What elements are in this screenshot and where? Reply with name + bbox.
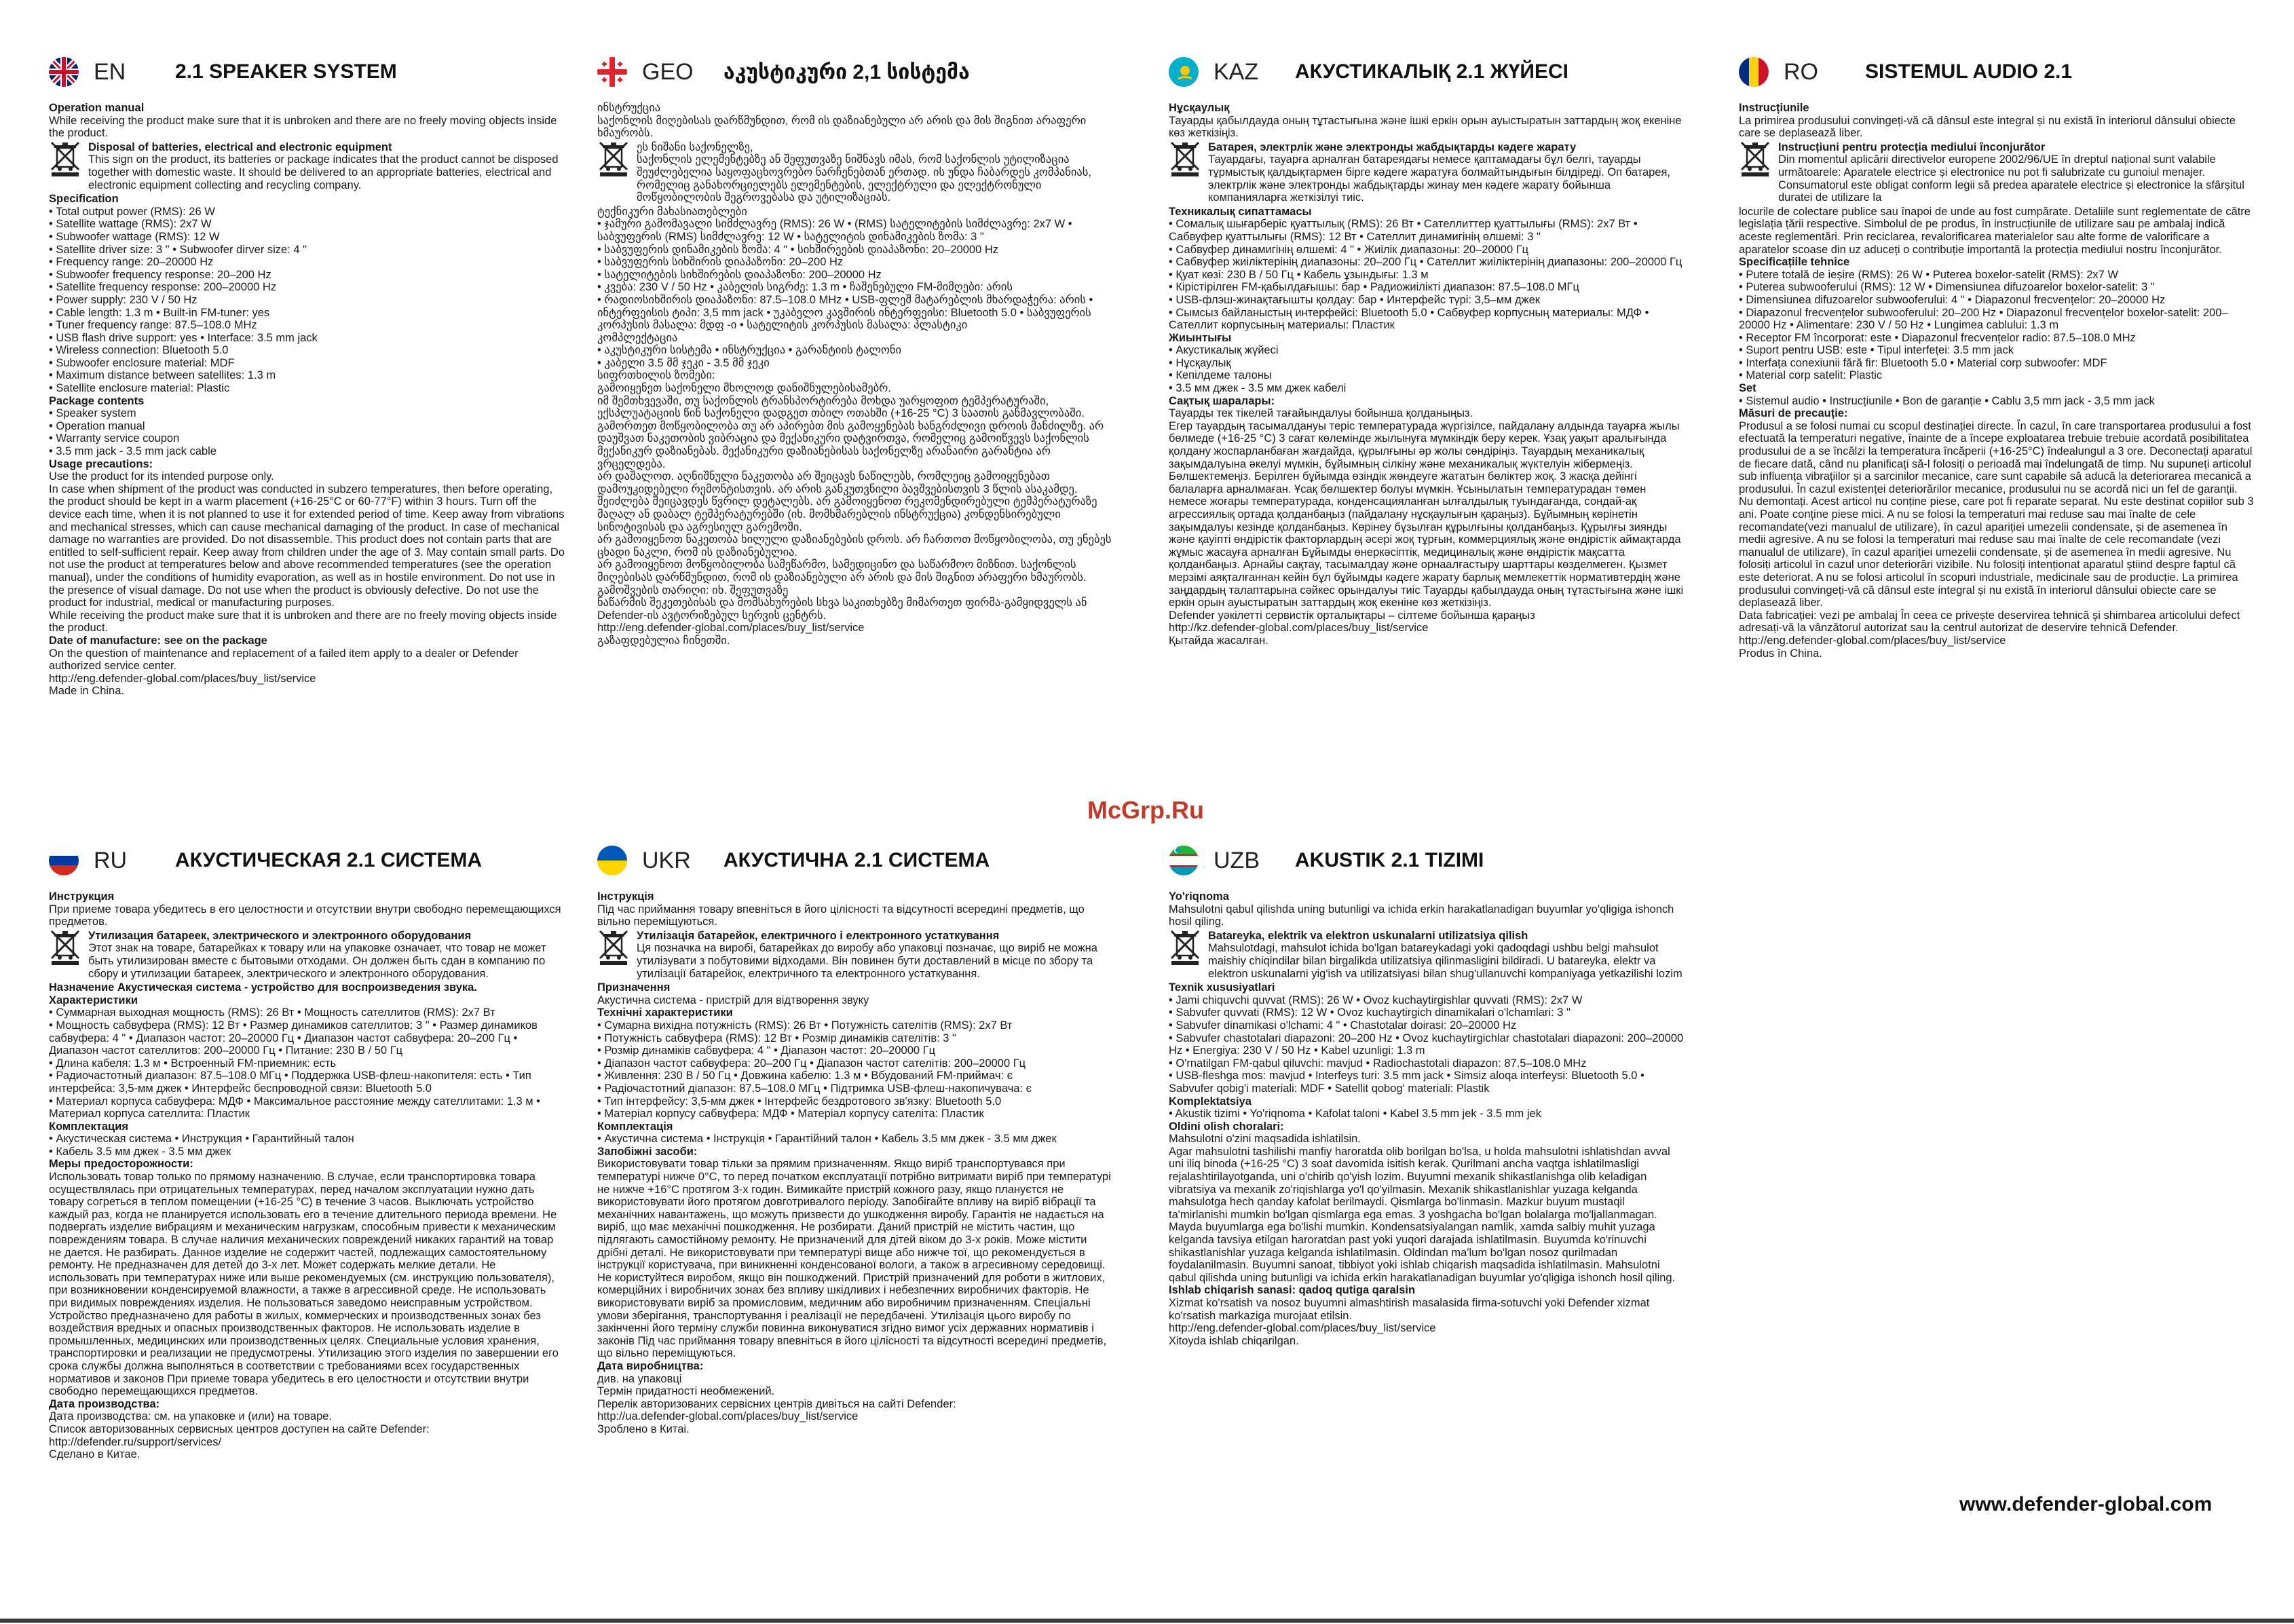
text-line: იმ შემთხვევაში, თუ საქონლის ტრანსპორტირება მოხდა უარყოფით ტემპერატურაში, ექსპლუატაციის წინ საქონელი დადგეთ თბილ ოთახში (+16-25 °C) 3 საათის განმავლობაში. [597,394,1085,420]
text-line: • Живлення: 230 В / 50 Гц • Довжина кабелю: 1.3 м • Вбудований FM-приймач: є [597,1070,1013,1082]
text-line: Зроблено в Китаі. [597,1422,690,1435]
text-line: • Operation manual [49,419,145,432]
text-line: გაზაფდებულია ჩინეთში. [597,634,730,647]
section-header [1169,53,1685,91]
text-line: სიფრთხილის ზომები: [597,369,715,382]
crossed-bin-icon [1169,141,1203,176]
section-kaz [1169,53,1685,647]
section-heading: Ishlab chiqarish sanasi: qadoq qutiga qaralsin [1169,1284,1416,1297]
text-line: • Wireless connection: Bluetooth 5.0 [49,344,229,357]
language-code: EN [94,58,126,85]
text-line: Акустична система - пристрій для відтворення звуку [597,994,869,1006]
text-line: Made in China. [49,685,124,698]
text-line: • Сабвуфер динамигінің өлшемі: 4 " • Жиілік диапазоны: 20–20000 Гц [1169,243,1529,256]
text-line: Тауарды тек тікелей тағайындалуы бойынша қолданыңыз. [1169,407,1473,420]
text-line: • Power supply: 230 V / 50 Hz [49,293,198,306]
text-line: არ დაშალოთ. აღნიშნული ნაკეთობა არ შეიცავს ნაწილებს, რომლეიც გამოიყენებათ დამოუკიდებელი რემონტისთვის. არ არის განკუთვნილი ბავშვებისთვის 3 წლის ასაკამდე. შეიძლება შეიცავდეს წვრილ დეტალებს. არ გამოიყენოთ რეკომენდირებული ტემპერატურაზე მაღალ ან დაბალ ტემპერატურებში (იხ. მომხმარებლის ინსტრუქცია) კონდენსირებული სინოტივისას და აგრესიულ გარემოში. [597,470,1097,533]
text-line: ნაწარმის შეკეთებისას და მომსახურების სხვა საკითხებზე მიმართეთ ფირმა-გამყიდველს ან Defender-ის ავტორიზებულ სერვის ცენტრს. [597,597,1087,622]
text-line: • Суммарная выходная мощность (RMS): 26 Вт • Мощность сателлитов (RMS): 2x7 Вт [49,1006,495,1019]
text-line: საქონლის მიღებისას დარწმუნდით, რომ ის დაზიანებული არ არის და მის შიგნით არაფერი ხმაურობს. [597,114,1087,140]
section-heading: Specification [49,193,119,206]
section-heading: Date of manufacture: see on the package [49,634,267,647]
section-heading: Operation manual [49,102,145,114]
text-line: • Кепілдеме талоны [1169,369,1272,382]
romania-flag-icon [1739,57,1769,87]
bottom-rule [0,1619,2294,1623]
text-line: • Сумарна вихідна потужність (RMS): 26 Вт • Потужність сателітів (RMS): 2x7 Вт [597,1019,1013,1032]
disposal-text [1778,141,2255,204]
text-line: Список авторизованных сервисных центров доступен на сайте Defender: [49,1422,430,1435]
text-line: • Satellite frequency response: 200–20000 Hz [49,281,277,294]
section-heading: Сақтық шаралары: [1169,394,1275,407]
text-line: • Puterea subwooferului (RMS): 12 W • Dimensiunea difuzoarelor boxelor-satelit: 3 " [1739,281,2155,294]
section-header [1739,53,2255,91]
section-ukr [597,842,1113,1436]
text-line: Під час приймання товару впевніться в його цілісності та відсутності всередині предметів, що вільно переміщуються. [597,903,1085,928]
section-title: 2.1 SPEAKER SYSTEM [175,60,397,83]
text-line: • Акустическая система • Инструкция • Гарантийный талон [49,1133,354,1146]
crossed-bin-icon [597,930,631,965]
section-title: AKUSTIK 2.1 TIZIMI [1295,849,1484,871]
section-heading: Комплектація [597,1120,673,1133]
text-line: • Material corp satelit: Plastic [1739,369,1883,382]
text-line: • Sabvufer chastotalari diapazoni: 20–200 Hz • Ovoz kuchaytirgichlar chastotalari diapazoni: 200–20000 Hz • Energiya: 230 V / 50 Hz • Kabel uzunligi: 1.3 m [1169,1032,1684,1057]
section-heading: Yo'riqnoma [1169,890,1229,903]
section-heading: Texnik xususiyatlari [1169,981,1275,994]
disposal-notice [49,930,565,980]
text-line: საქონლის ელემენტებზე ან შეფუთვაზე ნიშნავს იმას, რომ საქონლის უტილიზაცია შეუძლებელია საყოფაცხოვრებო ნარჩენებთან ერთად. ის უნდა ჩაბარდეს კომპანიას, რომელიც განახორციელებს ელემენტების, ელექტრული და ელექტრონული მოწყობილობის შეგროვებასა და უტილიზაციას. [637,153,1091,204]
text-line: In case when shipment of the product was conducted in subzero temperatures, then before operating, the product should be kept in a warm placement (+16-25°C or 60-77°F) within 3 hours. Turn off the device each time, when it is not planned to use it for extended period of time. Keep away from vibrations and mechanical stresses, which can cause mechanical damaging of the product. In case of mechanical damage no warranties are provided. Do not disassemble. This product does not contain parts that are entitled to self-sufficient repair. Keep away from children under the age of 3. May contain small parts. Do not use the product at temperatures below and above recommended temperatures (see the operation manual), under the conditions of humidity evaporation, as well as in hostile environment. Do not use in the presence of visual damage. Do not use when the product is obviously defective. Do not use the product for industrial, medical or manufacturing purposes. [49,483,565,609]
footer-website: www.defender-global.com [1959,1493,2213,1515]
text-line: Ця позначка на виробі, батарейках до виробу або упаковці позначає, що виріб не можна утилізувати з побутовими відходами. Він повинен бути доставлений в місце по збору та утилізації батарейок, електричного та електронного устаткування. [637,942,1097,980]
section-heading: Інструкція [597,890,654,903]
language-code: KAZ [1214,58,1259,85]
text-line: While receiving the product make sure that it is unbroken and there are no freely moving objects inside the product. [49,114,557,140]
section-heading: Батарея, электрлік және электронды жабдықтарды кәдеге жарату [1208,140,1577,153]
text-line: • Радиочастотный диапазон: 87.5–108.0 МГц • Поддержка USB-флеш-накопителя: есть • Тип интерфейса: 3,5-мм джек • Интерфейс беспроводной связи: Bluetooth 5.0 [49,1070,531,1095]
section-title: აკუსტიკური 2,1 სისტემა [723,60,970,83]
text-line: • Розмір динаміків сабвуфера: 4 " • Діапазон частот: 20–20000 Гц [597,1044,936,1057]
text-line: • Suport pentru USB: este • Tipul interfeței: 3.5 mm jack [1739,344,2014,357]
text-line: Xizmat ko'rsatish va nosoz buyumni almashtirish masalasida firma-sotuvchi yoki Defender xizmat ko'rsatish markaziga murojaat etilsin. [1169,1297,1650,1322]
text-line: • Акустикалық жүйесі [1169,344,1279,357]
text-line: http://ua.defender-global.com/places/buy_list/service [597,1410,859,1423]
text-line: On the question of maintenance and replacement of a failed item apply to a dealer or Defender authorized service center. [49,647,519,673]
crossed-bin-icon [49,141,83,176]
crossed-bin-icon [49,930,83,965]
text-line: არ გამოიყენოთ მოწყობილობა სამეწარმო, სამედიცინო და საწარმოო მიზნით. საქონლის მიღებისას დარწმუნდით, რომ ის დაზიანებული არ არის და მის შიგნით არაფერი ხმაურობს. [597,559,1087,584]
section-ru [49,842,565,1461]
text-line: • რადიოსიხშირის დიაპაზონი: 87.5–108.0 MHz • USB-ფლეშ მატარებლის მხარდაჭერა: არის • ინტერფეისის ტიპი: 3,5 mm jack • უკაბელო კავშირის ინტერფეისი: Bluetooth 5.0 • საბვუფერის კორპუსის მასალა: მდფ -ი • სატელიტის კორპუსის მასალა: პლასტიკი [597,293,1093,332]
text-line: Перелік авторизованих сервісних центрів дивіться на сайті Defender: [597,1397,956,1410]
text-line: Тауарды қабылдауда оның тұтастығына және ішкі еркін орын ауыстыратын заттардың жоқ екеніне көз жеткізіңіз. [1169,114,1682,140]
section-body [597,890,1113,1436]
section-heading: Комплектация [49,1120,128,1133]
text-line: • Warranty service coupon [49,432,180,445]
language-code: UZB [1214,847,1260,873]
text-line: • Материал корпуса сабвуфера: МДФ • Максимальное расстояние между сателлитами: 1.3 м • Материал корпуса сателлита: Пластик [49,1095,540,1120]
text-line: Produsul a se folosi numai cu scopul destinației directe. În cazul, în care transportarea produsului a fost efectuată la temperaturi negative, înainte de a începe exploatarea trebuie trebuie acordată posibilitatea produsului de a se încălzi la temperatura încăperii (+16-25°C) îndealungul a 3 ore. Deconectați aparatul de fiecare dată, când nu planificați să-l folosiți o perioadă mai îndelungată de timp. Nu supuneți articolul sub influența vibrațiilor și a sarcinilor mecanice, care sunt capabile să aducă la deteriorarea mecanică a produsului. În cazul existenței deteriorărilor mecanice, produsului nu se acordă nici un fel de garanții. Nu demontați. Acest articol nu conține piese, care pot fi reparate separat. Nu este destinat copiilor sub 3 ani. Poate conține piese mici. A nu se folosi la temperaturi mai reduse sau mai înalte de cele recomandate(vezi manualul de utilizare), în cazul apariției umezelii condensate, și de asemenea în medii agresive. A nu se folosi la temperaturi mai reduse sau mai înalte de cele recomandate (vezi manualul de utilizare), în cazul apariției umezelii condensate, și de asemenea în medii agresive. Nu folosiți articolul în cazul unor deteriorări vizibile. Nu folosiți intenționat aparatul știind despre faptul că este deteriorat. A nu se folosi articolul în scopuri industriale, medicinale sau de producție. La primirea produsului convingeți-vă că dânsul este integral și nu există în interiorul dânsului obiecte care se deplasează liber. [1739,419,2254,609]
text-line: This sign on the product, its batteries or package indicates that the product cannot be disposed together with domestic waste. It should be delivered to an appropriate batteries, electrical and electronic equipment collecting and recycling company. [88,153,559,191]
disposal-text [1208,930,1685,980]
text-line: • Dimensiunea difuzoarelor subwooferului: 4 " • Diapazonul frecvențelor: 20–20000 Hz [1739,293,2166,306]
text-line: Этот знак на товаре, батарейках к товару или на упаковке означает, что товар не может быть утилизирован вместе с бытовыми отходами. Он должен быть сдан в компанию по сбору и утилизации батареек, электрического и электронного оборудования. [88,942,546,980]
disposal-text [1208,141,1685,204]
russia-flag-icon [49,846,79,875]
text-line: • Akustik tizimi • Yo'riqnoma • Kafolat taloni • Kabel 3.5 mm jek - 3.5 mm jek [1169,1108,1541,1120]
section-heading: Usage precautions: [49,457,153,470]
section-body [49,890,565,1461]
text-line: • Jami chiquvchi quvvat (RMS): 26 W • Ovoz kuchaytirgishlar quvvati (RMS): 2x7 W [1169,994,1583,1006]
text-line: http://eng.defender-global.com/places/buy_list/service [1169,1322,1436,1335]
text-line: Produs în China. [1739,647,1822,660]
section-heading: Specificațiile tehnice [1739,256,1850,269]
text-line: • Мощность сабвуфера (RMS): 12 Вт • Размер динамиков сателлитов: 3 " • Размер динамиков сабвуфера: 4 " • Диапазон частот: 20–20000 Гц • Диапазон частот сабвуфера: 20–200 Гц • Диапазон частот сателлитов: 200–20000 Гц • Питание: 230 В / 50 Гц [49,1019,538,1057]
language-code: GEO [642,58,694,85]
text-line: Термін придатності необмежений. [597,1385,775,1398]
text-line: • Діапазон частот сабвуфера: 20–200 Гц • Діапазон частот сателітів: 200–20000 Гц [597,1057,1026,1070]
text-line: • აკუსტიკური სისტემა • ინსტრუქცია • გარანტიის ტალონი [597,344,902,357]
section-heading: Утилізація батарейок, електричного і електронного устаткування [637,929,1000,942]
disposal-text [637,930,1113,980]
text-line: • Кірістірілген FM-қабылдағышы: бар • Радиожиілікті диапазон: 87.5–108.0 МГц [1169,281,1579,294]
section-title: АКУСТИЧНА 2.1 СИСТЕМА [723,849,990,871]
disposal-notice [597,141,1113,204]
section-ro [1739,53,2255,660]
section-heading: Дата производства: [49,1397,160,1410]
text-line: • USB flash drive support: yes • Interface: 3.5 mm jack [49,331,318,344]
text-line: • USB-флэш-жинақтағышты қолдау: бар • Интерфейс түрі: 3,5–мм джек [1169,293,1541,306]
section-title: SISTEMUL AUDIO 2.1 [1865,60,2073,83]
text-line: ინსტრუქცია [597,102,661,114]
section-heading: Instrucțiuni pentru protecția mediului înconjurător [1778,140,2046,153]
text-line: • O'rnatilgan FM-qabul qiluvchi: mavjud • Radiochastotali diapazon: 87.5–108.0 MHz [1169,1057,1587,1070]
text-line: • Радіочастотний діапазон: 87.5–108.0 МГц • Підтримка USB-флеш-накопичувача: є [597,1082,1032,1095]
section-heading: Назначение Акустическая система - устройство для воспроизведения звука. [49,981,477,994]
watermark: McGrp.Ru [1087,796,1205,824]
text-line: див. на упаковці [597,1372,682,1385]
text-line: • სატელიტების სიხშირების დიაპაზონი: 200–20000 Hz [597,268,882,281]
language-code: RU [94,847,128,873]
text-line: • Subwoofer enclosure material: MDF [49,356,235,369]
text-line: • Satellite enclosure material: Plastic [49,382,230,395]
uzbekistan-flag-icon [1169,846,1199,875]
text-line: Use the product for its intended purpose only. [49,470,274,483]
text-line: Использовать товар только по прямому назначению. В случае, если транспортировка товара осуществлялась при отрицательных температурах, перед началом эксплуатации нужно дать товару согреться в теплом помещении (+16-25 °C) в течение 3 часов. Выключать устройство каждый раз, когда не планируется использовать его в течение длительного периода времени. Не подвергать изделие вибрациям и механическим нагрузкам, способным привести к механическим повреждениям товара. В случае наличия механических повреждений никаких гарантий на товар не дается. Не разбирать. Данное изделие не содержит частей, подлежащих самостоятельному ремонту. Не предназначен для детей до 3-х лет. Может содержать мелкие детали. Не использовать при температурах ниже или выше рекомендуемых (см. инструкцию пользователя), при возникновении конденсируемой влажности, а также в агрессивной среде. Не использовать при видимых повреждениях изделия. Не пользоваться заведомо неисправным устройством. Устройство предназначено для работы в жилых, коммерческих и производственных зонах без воздействия вредных и опасных производственных факторов. Не использовать изделие в промышленных, медицинских или производственных целях. Специальные условия хранения, транспортировки и реализации не предусмотрены. Утилизацию этого изделия по завершении его срока службы должна выполняться в соответствии с требованиями всех государственных нормативов и законов При приеме товара убедитесь в его целостности и отсутствии внутри свободно перемещающихся предметов. [49,1171,559,1398]
text-line: • საბვუფერის დინამიკების ზომა: 4 " • სიხშირეების დიაპაზონი: 20–20000 Hz [597,243,999,256]
section-header [597,842,1113,880]
disposal-text [88,930,565,980]
text-line: • Сомалық шығарберіс қуаттылық (RMS): 26 Вт • Сателлиттер қуаттылығы (RMS): 2x7 Вт • Сабвуфер қуаттылығы (RMS): 12 Вт • Сателлит динамигінің өлшемі: 3 " [1169,218,1638,243]
disposal-text [637,141,1113,204]
text-line: While receiving the product make sure that it is unbroken and there are no freely moving objects inside the product. [49,609,557,635]
disposal-text [88,141,565,191]
text-line: • Frequency range: 20–20000 Hz [49,256,214,269]
text-line: გამოიყენეთ საქონელი მხოლოდ დანიშნულებისამებრ. [597,382,891,395]
text-line: La primirea produsului convingeți-vă că dânsul este integral și nu există în interiorul dânsului obiecte care se deplasează liber. [1739,114,2236,140]
section-body [597,102,1113,647]
section-body [1169,102,1685,647]
section-body [1169,890,1685,1347]
text-line: • Длина кабеля: 1.3 м • Встроенный FM-приемник: есть [49,1057,337,1070]
crossed-bin-icon [1739,141,1773,176]
section-heading: Запобіжні засоби: [597,1145,698,1158]
text-line: • Tuner frequency range: 87.5–108.0 MHz [49,319,257,332]
section-header [49,53,565,91]
section-heading: Komplektatsiya [1169,1095,1252,1108]
section-heading: Призначення [597,981,671,994]
text-line: გამოშვების თარიღი: იხ. შეფუთვაზე [597,584,789,597]
disposal-notice [1169,930,1685,980]
crossed-bin-icon [597,141,631,176]
text-line: • Subwoofer wattage (RMS): 12 W [49,230,220,243]
section-heading: Утилизация батареек, электрического и электронного оборудования [88,929,472,942]
text-line: • Кабель 3.5 мм джек - 3.5 мм джек [49,1145,231,1158]
section-heading: Oldini olish choralari: [1169,1120,1284,1133]
language-code: UKR [642,847,691,873]
text-line: • ჯამური გამომავალი სიმძლავრე (RMS): 26 W • (RMS) სატელიტების სიმძლავრე: 2x7 W • საბვუფერის (RMS) სიმძლავრე: 12 W • სატელიტის დინამიკების ზომა: 3 " [597,218,1072,243]
section-heading: Характеристики [49,994,138,1006]
section-uzb [1169,842,1685,1347]
disposal-notice [1739,141,2255,204]
text-line: • Акустична система • Інструкція • Гарантійний талон • Кабель 3.5 мм джек - 3.5 мм джек [597,1133,1057,1146]
text-line: • Total output power (RMS): 26 W [49,205,215,218]
section-heading: Măsuri de precauție: [1739,407,1848,420]
text-line: • Diapazonul frecvențelor subwooferului: 20–200 Hz • Diapazonul frecvențelor boxelor-satelit: 200–20000 Hz • Alimentare: 230 V / 50 Hz • Lungimea cablului: 1.3 m [1739,306,2228,332]
text-line: Mahsulotni qabul qilishda uning butunligi va ichida erkin harakatlanadigan buyumlar yo'qligiga ishonch hosil qiling. [1169,903,1674,928]
text-line: ტექნიკური მახასიათებლები [597,205,747,218]
text-line: • Receptor FM încorporat: este • Diapazonul frecvențelor radio: 87.5–108.0 MHz [1739,331,2136,344]
section-heading: Меры предосторожности: [49,1158,193,1171]
section-title: АКУСТИЧЕСКАЯ 2.1 СИСТЕМА [175,849,482,871]
text-line: Дата производства: см. на упаковке и (или) на товаре. [49,1410,333,1423]
section-heading: Дата виробництва: [597,1359,704,1372]
text-line: locurile de colectare publice sau înapoi de unde au fost cumpărate. Detaliile sunt reglementate de către legislația țării respective. Simbolul de pe produs, în instrucțiunile de utilizare sau pe ambalaj indică aceste reglementări. Prin reciclarea, revalorificarea materialelor sau alte forme de valorificare a aparatelor scoase din uz aduceți o contribuție importantă la protecția mediului nostru înconjurător. [1739,205,2251,256]
section-body [1739,102,2255,660]
text-line: • კვება: 230 V / 50 Hz • კაბელის სიგრძე: 1.3 m • ჩაშენებული FM-მიმღები: არის [597,281,1013,294]
text-line: http://kz.defender-global.com/places/buy_list/service [1169,622,1429,635]
section-heading: Batareyka, elektrik va elektron uskunalarni utilizatsiya qilish [1208,929,1528,942]
text-line: • Satellite wattage (RMS): 2x7 W [49,218,212,231]
text-line: • Interfața conexiunii fără fir: Bluetooth 5.0 • Material corp subwoofer: MDF [1739,356,2107,369]
text-line: Егер тауардың тасымалдануы теріс температурада жүргізілсе, пайдалану алдында тауарға жылы бөлмеде (+16-25 °C) 3 сағат көлемінде жылынуға мүмкіндік беру керек. Ұзақ уақыт аралығында қолдану жоспарланбаған жағдайда, құрылғыны әр жолы сөндіріңіз. Тауардың механикалық зақымдалуына әкелуі мүмкін, бұйымның сілкіну және механикалық жүктелуін жібермеңіз. Бөлшектемеңіз. Берілген бұйымда өзіндік жөндеуге жататын бөліктер жоқ. 3 жасқа дейінгі балаларға арналмаған. Ұсақ бөлшектер болуы мүмкін. Ұсынылатын температурадан төмен немесе жоғары температурада, конденсацияланған ылғалдылық туындағанда, сондай-ақ агрессиялық ортада қолданбаңыз (пайдалану нұсқаулығын қараңыз). Бұйымның көрінетін зақымдалуы кезінде қолданбаңыз. Көрінеу бұзылған құрылғыны қолданбаңыз. Құрылғы зиянды және қауіпті өндірістік факторлардың әсері жоқ тұрғын, коммерциялық және өндірістік аймақтарда жұмыс жасауға арналған Бұйымды өнеркәсіптік, медициналық және өндірістік мақсатта қолданбаңыз. Арнайы сақтау, тасымалдау және орнаалғастыру шарттары көзделмеген. Қызмет мерзімі аяқталғаннан кейін бұл бұйымды кәдеге жарату барлық мемлекеттік нормативтердің және заңдардың талаптарына сәйкес орындалуы тиіс Тауарды қабылдауда оның тұтастығына және ішкі еркін орын ауыстыратын заттардың жоқ екеніне көз жеткізіңіз. [1169,419,1684,609]
section-geo [597,53,1113,647]
section-heading: Package contents [49,394,145,407]
text-line: Xitoyda ishlab chiqarilgan. [1169,1334,1299,1347]
text-line: Mahsulotni o'zini maqsadida ishlatilsin. [1169,1133,1361,1146]
text-line: არ გამოიყენოთ ნაკეთობა ხილული დაზიანებების დროს. არ ჩართოთ მოწყობილობა, თუ ენებეს ცხადი ნაკლი, რომ ის დაზიანებულია. [597,533,1112,559]
text-line: http://eng.defender-global.com/places/buy_list/service [49,672,316,685]
text-line: Сделано в Китае. [49,1448,140,1461]
ukraine-flag-icon [597,846,627,875]
crossed-bin-icon [1169,930,1203,965]
text-line: • Матеріал корпусу сабвуфера: МДФ • Матеріал корпусу сателіта: Пластик [597,1108,984,1120]
section-heading: Disposal of batteries, electrical and electronic equipment [88,140,392,153]
disposal-notice [49,141,565,191]
text-line: • Потужність сабвуфера (RMS): 12 Вт • Розмір динаміків сателітів: 3 " [597,1032,956,1044]
text-line: • Cable length: 1.3 m • Built-in FM-tuner: yes [49,306,270,319]
text-line: Agar mahsulotni tashilishi manfiy haroratda olib borilgan bo'lsa, u holda mahsulotni ishlatishdan avval uni iliq binoda (+16-25 °C) 3 soat davomida isitish kerak. Qurilmani ancha vaqtga ishlatilmasligi rejalashtirilayotganda, uni o'chirib qo'yish lozim. Buyumni mexanik shikastlanishga olib keladigan vibratsiya va mexanik zo'riqishlarga yo'l qo'yilmasin. Mexanik shikastlanishlar yuzaga kelganda mahsulotga hech qanday kafolat berilmaydi. Qismlarga bo'linmasin. Mazkur buyum mustaqil ta'mirlanishi mumkin bo'lgan qismlarga ega emas. 3 yoshgacha bo'lgan bolalarga mo'ljallanmagan. Mayda buyumlarga ega bo'lishi mumkin. Kondensatsiyalangan namlik, xamda salbiy muhit yuzaga kelganda tavsiya etilgan haroratdan past yoki yuqori darajada ishlatilmasin. Buyumda ko'rinuvchi shikastlanishlar yuzaga kelganda ishlatilmasin. Oldindan ma'lum bo'lgan nosoz qurilmadan foydalanilmasin. Buyumni sanoat, tibbiyot yoki ishlab chiqarish maqsadida ishlatilmasin. Mahsulotni qabul qilishda uning butunligi va ichida erkin harakatlanadigan buyumlar yo'qligiga ishonch hosil qiling. [1169,1145,1676,1284]
text-line: ეს ნიშანი საქონელზე, [637,140,753,153]
section-heading: Set [1739,382,1756,395]
language-code: RO [1784,58,1818,85]
text-line: • Subwoofer frequency response: 20–200 Hz [49,268,271,281]
text-line: • Putere totală de ieșire (RMS): 26 W • Puterea boxelor-satelit (RMS): 2x7 W [1739,268,2118,281]
text-line: კომპლექტაცია [597,331,678,344]
uk-flag-icon [49,57,79,87]
section-heading: Instrucțiunile [1739,102,1809,114]
text-line: • Sistemul audio • Instrucțiunile • Bon de garanție • Cablu 3,5 mm jack - 3,5 mm jack [1739,394,2155,407]
text-line: Data fabricației: vezi pe ambalaj În ceea ce privește deservirea tehnică și shimbarea articolului defect adresați-vă la vânzătorul autorizat sau la centrul autorizat de deservire tehnică Defender. [1739,609,2240,635]
text-line: http://defender.ru/support/services/ [49,1435,222,1448]
section-header [1169,842,1685,880]
section-title: АКУСТИКАЛЫҚ 2.1 ЖҮЙЕСІ [1295,60,1569,83]
text-line: • კაბელი 3.5 მმ ჯეკი - 3.5 მმ ჯეკი [597,356,770,369]
disposal-notice [597,930,1113,980]
text-line: • Satellite driver size: 3 " • Subwoofer dirver size: 4 " [49,243,307,256]
text-line: Қытайда жасалған. [1169,634,1268,647]
text-line: • Maximum distance between satellites: 1.3 m [49,369,276,382]
text-line: • Нұсқаулық [1169,356,1231,369]
section-body [49,102,565,698]
section-heading: Технічні характеристики [597,1006,733,1019]
text-line: • 3.5 мм джек - 3.5 мм джек кабелі [1169,382,1347,395]
section-heading: Жиынтығы [1169,331,1232,344]
text-line: Mahsulotdagi, mahsulot ichida bo'lgan batareykadagi yoki qadoqdagi ushbu belgi mahsulot maishiy chiqindilar bilan birgalikda utilizatsiya qilinmasligini bildiradi. U batareyka, elektr va elektron uskunalarni yig'ish va utilizatsiyasi bilan shug'ullanuvchi kompaniyaga yetkazilishi lozim [1208,942,1682,980]
text-line: При приеме товара убедитесь в его целостности и отсутствии внутри свободно перемещающихся предметов. [49,903,561,928]
text-line: • Сабвуфер жиіліктерінің диапазоны: 20–200 Гц • Сателлит жиіліктерінің диапазоны: 200–20000 Гц • Қуат көзі: 230 В / 50 Гц • Кабель ұзындығы: 1.3 м [1169,256,1682,281]
text-line: http://eng.defender-global.com/places/buy_list/service [597,622,865,635]
disposal-notice [1169,141,1685,204]
text-line: • Сымсыз байланыстың интерфейсі: Bluetooth 5.0 • Сабвуфер корпусның материалы: МДФ • Сателлит корпусының материалы: Пластик [1169,306,1649,332]
text-line: Defender уәкілетті сервистік орталықтары – сілтеме бойынша қараңыз [1169,609,1535,622]
section-header [49,842,565,880]
text-line: Тауардағы, тауарға арналған батареядағы немесе қаптамадағы бұл белгі, тауарды тұрмыстық қалдықтармен бірге кәдеге жаратуға болмайтындығын білдіреді. Оп батарея, электрлік және электронды жабдықтарды жинау мен кәдеге жарату бойынша компанияларға жеткізілуі тиіс. [1208,153,1670,204]
text-line: Din momentul aplicării directivelor europene 2002/96/UE în dreptul național sunt valabile următoarele: Aparatele electrice și electronice nu pot fi salubrizate cu gunoiul menajer. Consumatorul este obligat conform legii să predea aparatele electrice și electronice la sfârșitul duratei de utilizare la [1778,153,2244,204]
section-heading: Техникалық сипаттамасы [1169,205,1312,218]
text-line: http://eng.defender-global.com/places/buy_list/service [1739,634,2006,647]
text-line: • USB-fleshga mos: mavjud • Interfeys turi: 3.5 mm jack • Simsiz aloqa interfeysi: Bluetooth 5.0 • Sabvufer qobig'i materiali: MDF • Satellit qobog' materiali: Plastik [1169,1070,1644,1095]
text-line: გამორთეთ მოწყობილობა თუ არ აპირებთ მის გამოყენებას ხანგრძლივი დროის მანძილზე. არ დაუშვათ ნაკეთობის ვიბრაცია და მექანიკური დატვირთვა, რომელიც გამოიწვევს საქონლის მექანიკურ დაზიანებას. მექანიკური დაზიანებისას საქონელზე არანაირი გარანტია არ ვრცელდება. [597,419,1104,470]
text-line: Використовувати товар тільки за прямим призначенням. Якщо виріб транспортувався при температурі нижче 0°С, то перед початком експлуатації потрібно витримати виріб при температурі не нижче +16°С протягом 3-х годин. Вимикайте пристрій кожного разу, якщо плануєтся не використовувати його протягом довготривалого періоду. Запобігайте впливу на виріб вібрації та механічних навантажень, що можуть призвести до ушкодження виробу. Гарантія не надається на виріб, що має механічні пошкодження. Не розбирати. Даний пристрій не містить частин, що підлягають самостійному ремонту. Не призначений для дітей віком до 3-х років. Може містити дрібні деталі. Не використовувати при температурі вище або нижче тої, що рекомендується в інструкції користувача, при виникненні конденсованої вологи, а також в агресивному середовищі. Не користуйтеся виробом, якщо він пошкоджений. Пристрій призначений для роботи в житлових, комерційних і виробничих зонах без впливу шкідливих і небезпечних виробничих факторів. Не використовувати виріб за промисловим, медичним або виробничим призначенням. Спеціальні умови зберігання, транспортування і реалізації не передбачені. Утилізація цього виробу по закінченні його терміну служби повинна виконуватися згідно вимог усіх державних нормативів і законів Під час приймання товару впевніться в його цілісності та відсутності всередині предметів, що вільно переміщуються. [597,1158,1111,1360]
text-line: • 3.5 mm jack - 3.5 mm jack cable [49,445,217,458]
section-heading: Нұсқаулық [1169,102,1230,114]
text-line: • საბვუფერის სიხშირის დიაპაზონი: 20–200 Hz [597,256,844,269]
text-line: • Sabvufer dinamikasi o'lchami: 4 " • Chastotalar doirasi: 20–20000 Hz [1169,1019,1517,1032]
text-line: • Тип інтерфейсу: 3,5-мм джек • Інтерфейс бездротового зв'язку: Bluetooth 5.0 [597,1095,1002,1108]
section-header [597,53,1113,91]
section-en [49,53,565,698]
section-heading: Инструкция [49,890,115,903]
georgia-flag-icon [597,57,627,87]
text-line: • Sabvufer quvvati (RMS): 12 W • Ovoz kuchaytirgich dinamikalari o'lchamlari: 3 " [1169,1006,1571,1019]
text-line: • Speaker system [49,407,136,420]
kazakhstan-flag-icon [1169,57,1199,87]
